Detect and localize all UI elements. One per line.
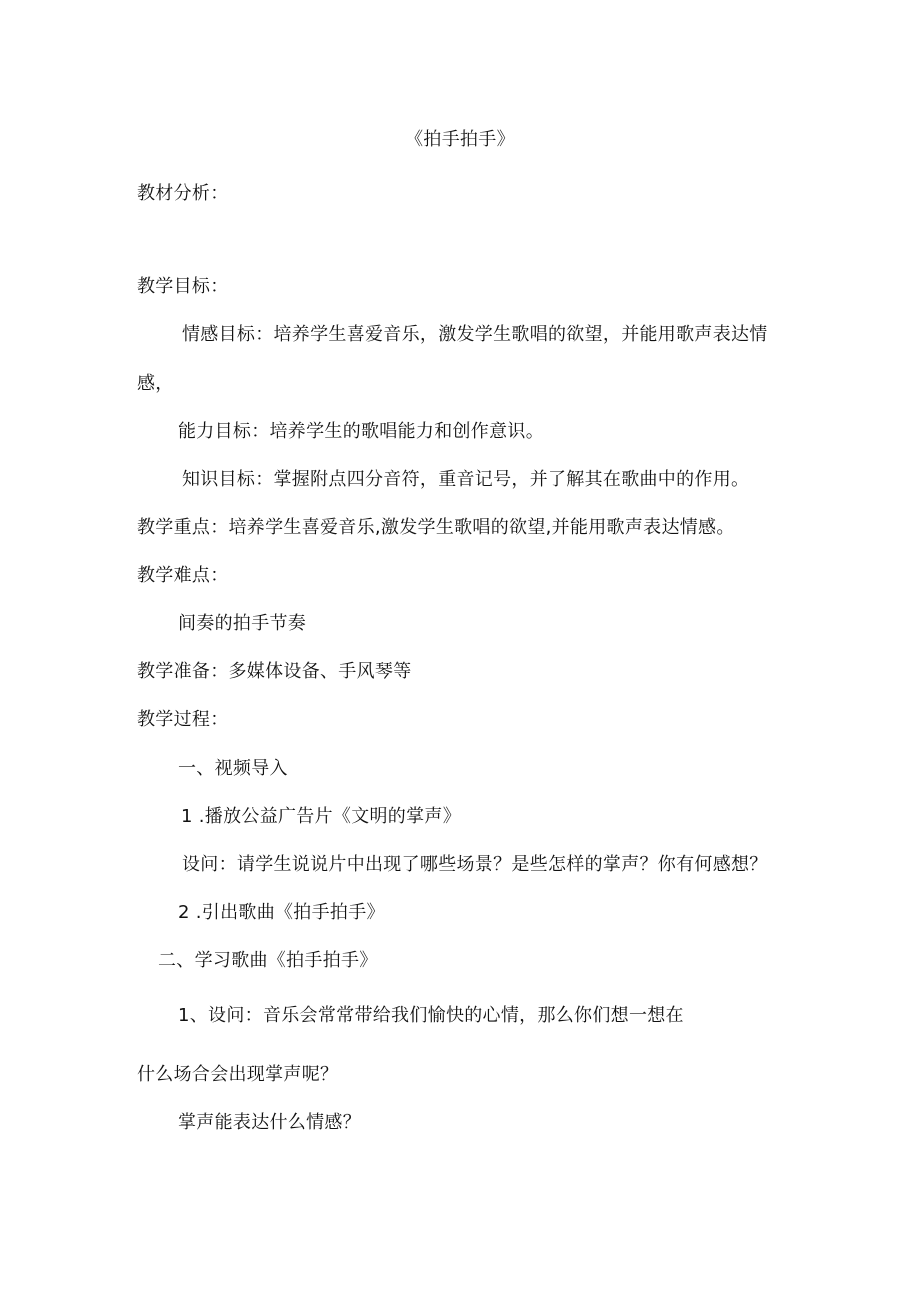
section1-item1: 1 .播放公益广告片《文明的掌声》	[181, 806, 461, 827]
section1-heading: 一、视频导入	[178, 758, 288, 779]
section2-heading: 二、学习歌曲《拍手拍手》	[158, 950, 378, 971]
emotion-objective-line1: 情感目标：培养学生喜爱音乐，激发学生歌唱的欲望，并能用歌声表达情	[182, 324, 768, 345]
section2-item1-line2: 什么场合会出现掌声呢？	[137, 1064, 339, 1085]
key-points: 教学重点：培养学生喜爱音乐,激发学生歌唱的欲望,并能用歌声表达情感。	[137, 517, 735, 538]
knowledge-objective: 知识目标：掌握附点四分音符，重音记号，并了解其在歌曲中的作用。	[182, 469, 750, 490]
section2-item1-line1: 1、设问：音乐会常常带给我们愉快的心情，那么你们想一想在	[178, 1005, 684, 1026]
document-title: 《拍手拍手》	[405, 129, 515, 150]
difficulties-heading: 教学难点：	[137, 565, 229, 586]
objectives-heading: 教学目标：	[137, 276, 229, 297]
preparation: 教学准备：多媒体设备、手风琴等	[137, 661, 412, 682]
section1-item2: 2 .引出歌曲《拍手拍手》	[178, 902, 385, 923]
material-analysis-heading: 教材分析：	[137, 183, 229, 204]
difficulties-content: 间奏的拍手节奏	[178, 613, 307, 634]
section2-item1-line3: 掌声能表达什么情感？	[178, 1112, 361, 1133]
emotion-objective-line2: 感，	[137, 373, 174, 394]
section1-question: 设问：请学生说说片中出现了哪些场景？是些怎样的掌声？你有何感想？	[182, 854, 768, 875]
process-heading: 教学过程：	[137, 709, 229, 730]
ability-objective: 能力目标：培养学生的歌唱能力和创作意识。	[178, 421, 544, 442]
